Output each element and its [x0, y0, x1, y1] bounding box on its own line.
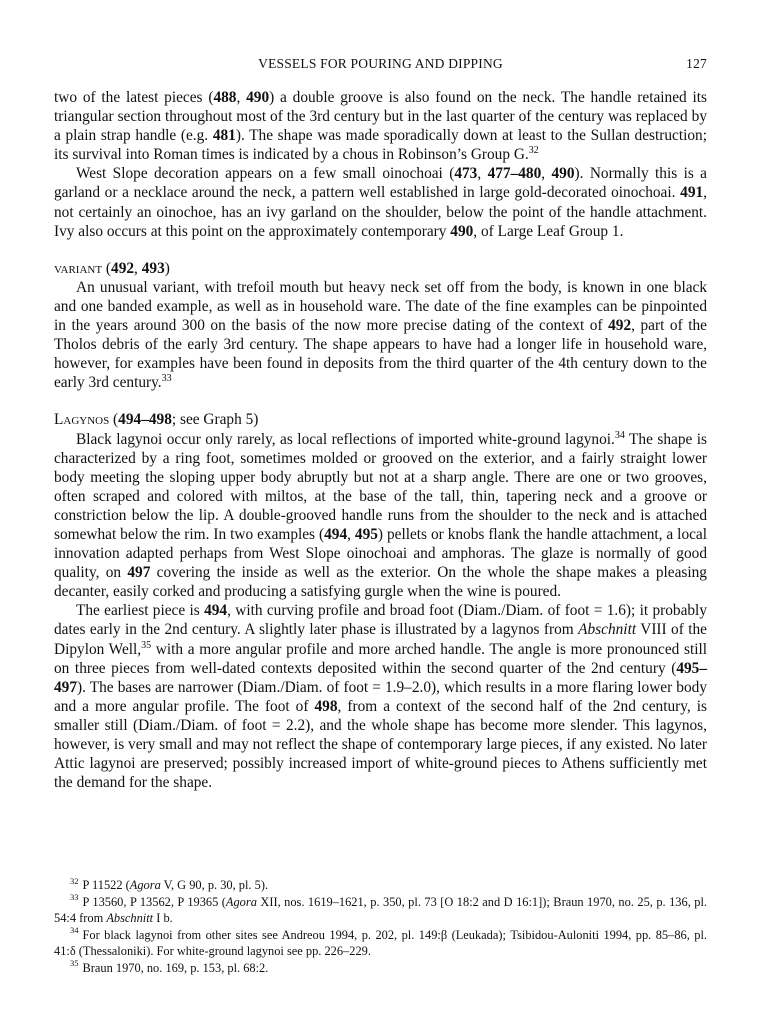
footnote-number: 32 [70, 875, 79, 886]
catalogue-number: 490 [551, 165, 575, 183]
catalogue-number: 481 [212, 127, 236, 145]
section-heading-label: Lagynos [54, 411, 110, 429]
text-run: , [541, 165, 552, 183]
footnotes [54, 877, 707, 976]
text-run: , not certainly an oinochoe, has an ivy garland on the shoulder, below the point of the handle attachment. Ivy also occurs at this point on the approximately contemporary [54, 184, 707, 240]
text-run: ) a double groove is also found on the neck. The handle retained its triangular section throughout most of the 3rd century but in the last quarter of the century was replaced by a plain strap handle (e.g. [54, 89, 707, 145]
text-run: , part of the Tholos debris of the early 3rd century. The shape appears to have had a longer life in household ware, however, for examples have been found in deposits from the third quarter of the 4th century down to the early 3rd century. [54, 317, 707, 392]
text-run: , [347, 525, 355, 543]
text-run: Black lagynoi occur only rarely, as local reflections of imported white-ground lagynoi. [76, 430, 615, 448]
italic-term: Abschnitt [106, 911, 154, 925]
catalogue-number: 473 [454, 165, 478, 183]
catalogue-number: 488 [213, 89, 237, 106]
text-run: with a more angular profile and more arched handle. The angle is more pronounced still on three pieces from well-dated contexts deposited within the second quarter of the 2nd century ( [54, 640, 708, 677]
text-run: I b. [153, 911, 173, 925]
running-header [54, 56, 707, 74]
text-run: The earliest piece is [76, 602, 205, 620]
text-run: , with curving profile and broad foot (Diam./Diam. of foot = 1.6); it probably dates early in the 2nd century. A slightly later phase is illustrated by a lagynos from [54, 602, 707, 639]
catalogue-number: 492 [608, 317, 632, 335]
catalogue-number: 497 [127, 564, 151, 582]
page-number: 127 [686, 56, 707, 71]
footnote-35 [54, 960, 707, 977]
footnote-33 [54, 894, 707, 927]
footnote-ref: 32 [528, 145, 539, 157]
catalogue-number: 495 [354, 525, 378, 543]
footnote-34 [54, 927, 707, 960]
catalogue-number: 490 [246, 89, 270, 106]
catalogue-number: 494–498 [118, 411, 172, 429]
italic-term: Agora [225, 894, 257, 909]
section-heading-label: variant [54, 259, 103, 277]
catalogue-number: 494 [324, 525, 348, 543]
footnote-number: 34 [70, 925, 79, 936]
text-run: , [236, 89, 247, 106]
footnote-ref: 33 [161, 373, 172, 385]
catalogue-number: 477–480 [487, 165, 542, 183]
footnote-number: 33 [70, 892, 79, 903]
footnote-number: 35 [70, 958, 79, 969]
text-run: ( [102, 259, 112, 277]
footnote-ref: 35 [141, 639, 152, 651]
paragraph-1 [54, 88, 707, 164]
italic-term: Agora [129, 878, 161, 892]
running-title: VESSELS FOR POURING AND DIPPING [258, 56, 503, 71]
italic-term: Abschnitt [578, 621, 637, 639]
paragraph-4 [54, 430, 707, 602]
footnote-ref: 34 [614, 429, 625, 441]
section-heading-variant [54, 259, 707, 278]
text-run: V, G 90, p. 30, pl. 5). [160, 878, 269, 892]
text-run: West Slope decoration appears on a few small oinochoai ( [76, 165, 455, 183]
text-run: XII, nos. 1619–1621, p. 350, pl. 73 [O 18:2 and D 16:1]); Braun 1970, no. 25, p. 136, pl. 54:4 from [54, 894, 707, 925]
catalogue-number: 490 [450, 222, 474, 240]
text-run: An unusual variant, with trefoil mouth but heavy neck set off from the body, is known in one black and one banded example, as well as in household ware. The date of the fine examples can be pinpointed in the years around 300 on the basis of the now more precise dating of the context of [54, 278, 707, 335]
text-run: VIII of the Dipylon Well, [54, 621, 707, 658]
catalogue-number: 491 [680, 184, 704, 202]
text-run: ). The shape was made sporadically down at least to the Sullan destruction; its survival into Roman times is indicated by a chous in Robinson’s Group G. [54, 127, 707, 164]
catalogue-number: 492 [111, 259, 135, 277]
catalogue-number: 494 [204, 602, 228, 620]
text-run: covering the inside as well as the exterior. On the whole the shape makes a pleasing decanter, easily corked and producing a satisfying gurgle when the wine is poured. [54, 564, 707, 601]
paragraph-5 [54, 601, 707, 792]
text-run: , [134, 259, 142, 277]
text-run: ). Normally this is a garland or a necklace around the neck, a pattern well established in large gold-decorated oinochoai. [54, 165, 707, 202]
catalogue-number: 498 [314, 697, 338, 715]
paragraph-3 [54, 278, 707, 393]
main-text [54, 88, 707, 792]
text-run: ). The bases are narrower (Diam./Diam. of foot = 1.9–2.0), which results in a more flaring lower body and a more angular profile. The foot of [54, 678, 707, 715]
text-run: , of Large Leaf Group 1. [473, 222, 624, 240]
catalogue-number: 495–497 [54, 659, 707, 696]
text-run: For black lagynoi from other sites see Andreou 1994, p. 202, pl. 149:β (Leukada); Tsibidou-Auloniti 1994, pp. 85–86, pl. 41:δ (Thessaloniki). For white-ground lagynoi see pp. 226–229. [54, 927, 707, 958]
text-run: ) [164, 259, 170, 277]
text-run: P 11522 ( [82, 878, 130, 892]
section-heading-lagynos [54, 410, 707, 429]
catalogue-number: 493 [141, 259, 165, 277]
text-run: two of the latest pieces ( [54, 89, 214, 106]
text-run: ) pellets or knobs flank the handle attachment, a local innovation adapted perhaps from West Slope oinochoai and amphoras. The glaze is normally of good quality, on [54, 525, 708, 582]
text-run: Braun 1970, no. 169, p. 153, pl. 68:2. [82, 960, 269, 975]
text-run: , from a context of the second half of the 2nd century, is smaller still (Diam./Diam. of foot = 2.2), and the whole shape has become more slender. This lagynos, however, is very small and may not reflect the shape of contemporary large pieces, if any existed. No later Attic lagynoi are preserved; possibly increased import of white-ground pieces to Athens sufficiently met the demand for the shape. [54, 697, 708, 792]
text-run: , [477, 165, 488, 183]
footnote-32 [54, 877, 707, 894]
paragraph-2 [54, 164, 707, 240]
text-run: The shape is characterized by a ring foot, sometimes molded or grooved on the exterior, and a fairly straight lower body meeting the sloping upper body abruptly but not at a sharp angle. There are one or two grooves, often scraped and colored with miltos, at the base of the tall, thin, tapering neck and a groove or constriction below the lip. A double-grooved handle runs from the shoulder to the neck and is attached somewhat below the rim. In two examples ( [54, 430, 707, 543]
text-run: ; see Graph 5) [171, 411, 259, 429]
text-run: ( [109, 411, 119, 429]
text-run: P 13560, P 13562, P 19365 ( [82, 894, 226, 909]
